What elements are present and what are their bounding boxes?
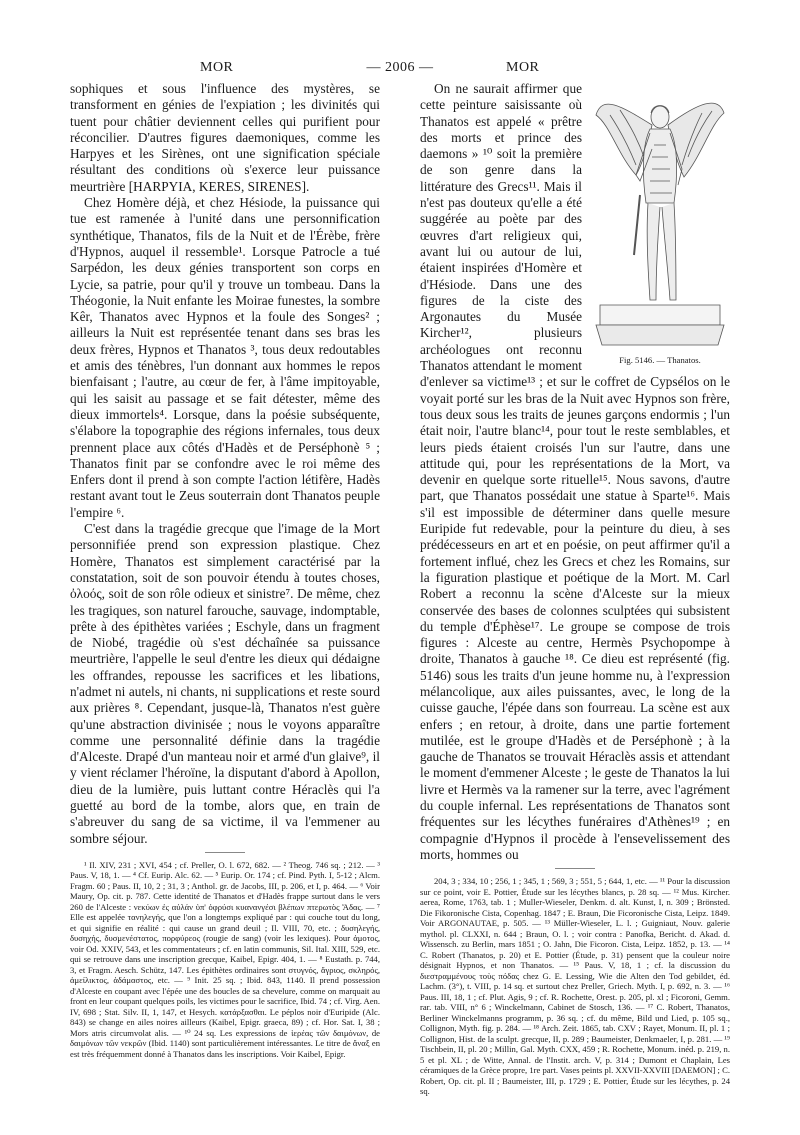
figure-caption: Fig. 5146. — Thanatos.: [619, 355, 701, 365]
footnotes-right: [420, 876, 730, 1097]
figure-thanatos: [590, 85, 730, 368]
thanatos-illustration: [590, 85, 730, 350]
footnotes-left: [70, 860, 380, 1060]
paragraph: Chez Homère déjà, et chez Hésiode, la puissance qui tue est ramenée à l'unité dans une personnification synthétique, Thanatos, fils de la Nuit et de l'Érèbe, frère d'Hypnos, auquel il ressemble¹. Lorsque Patrocle a tué Sarpédon, les deux génies transportent son corps en Lycie, sa patrie, pour qu'il y trouve un tombeau. Dans la Théogonie, la Nuit enfante les Moirae funestes, la sombre Kêr, Thanatos avec Hypnos et la foule des Songes² ; ailleurs la Nuit est représentée tenant dans ses bras les deux frères, Hypnos et Thanatos ³, tous deux redoutables et amis des ténèbres, l'un donnant aux hommes le repos bienfaisant ; l'autre, au cœur de fer, à l'âme impitoyable, qui les saisit au passage et se fait détester, même des dieux immortels⁴. Lorsque, dans la poésie subséquente, s'élabore la topographie des régions infernales, tous deux prennent place aux côtés d'Hadès et de Perséphonè ⁵ ; Thanatos finit par se confondre avec le roi même des Enfers dont il prend à son compte l'action létifère, Hadès restant avant tout le Zeus souterrain dont Thanatos peuple l'empire ⁶.: [70, 195, 380, 520]
page-number: — 2006 —: [366, 60, 434, 75]
divider: [555, 868, 595, 869]
left-column: [70, 81, 380, 1059]
footnote-text: 204, 3 ; 334, 10 ; 256, 1 ; 345, 1 ; 569, 3 ; 551, 5 ; 644, 1, etc. — ¹¹ Pour la discussion sur ce point, voir E. Pottier, Étude sur les lécythes blancs, p. 28 sq. — ¹² Mus. Kircher. aerea, Rome, 1763, tab. 1 ; Muller-Wieseler, Denkm. d. alt. Kunst, I, n. 309 ; Brönsted. Die Fikoronische Cista, Copenhag. 1847 ; E. Braun, Die Ficoronische Cista, Leipz. 1849. Voir ARGONAUTAE, p. 505. — ¹³ Müller-Wieseler, L. l. ; Guigniaut, Nouv. galerie mythol. pl. CLXXI, n. 644 ; Braun, O. l. ; voir contra : Panofka, Bericht. d. Akad. d. Wissensch. zu Berlin, mars 1851 ; O. Jahn, Die Ficoron. Cista, Leipz. 1852, p. 13. — ¹⁴ C. Robert (Thanatos, p. 20) et E. Pottier (Étude, p. 31) pensent que la couleur noire désignait Hypnos, et non Thanatos. — ¹⁵ Paus. V, 18, 1 ; cf. la discussion du διεστραμμένους τοὺς πόδας chez G. E. Lessing, Wie die Alten den Tod gebildet, éd. Lachm. (3°), t. VIII, p. 14 sq. et surtout chez Preller, Griech. Myth. I, p. 692, n. 3. — ¹⁶ Paus. III, 18, 1 ; cf. Plut. Agis, 9 ; cf. R. Rochette, Orest. p. 205, pl. xl ; Ficoroni, Gemm. rar. tab. VIII, n° 6 ; Winckelmann, Cabinet de Stosch, 136. — ¹⁷ C. Robert, Thanatos, Berliner Winckelmanns programm, p. 36 sq. ; cf. du même, Bild und Lied, p. 105 sq., Collignon, Myth. fig. p. 284. — ¹⁸ Arch. Zeit. 1865, tab. CXV ; Rayet, Monum. II, pl. 1 ; Collignon, Hist. de la sculpt. grecque, II, p. 289 ; Baumeister, Denkmaeler, I, p. 281. — ¹⁹ Tischbein, II, pl. 20 ; Millin, Gal. Myth. CXX, 459 ; R. Rochette, Monum. inéd. p. 219, n. 5 et pl. XL ; de Witte, Annal. de l'Instit. arch. V, p. 314 ; Dumont et Chaplain, Les céramiques de la Grèce propre, 1re part. Vases peints pl. XXVII-XXVIII [DAEMON] ; C. Robert, Op. cit. pl. II ; Baumeister, III, p. 1729 ; E. Pottier, Étude sur les lécythes, p. 24 sq.: [420, 876, 730, 1097]
header-left: MOR: [200, 60, 234, 75]
paragraph: On ne saurait affirmer que cette peinture saisissante où Thanatos est appelé « prêtre des morts et prince des daemons » ¹⁰ soit la première de son genre dans la littérature des Grecs¹¹. Mais il n'est pas douteux qu'elle a été suggérée au poète par des œuvres d'art religieux qui, avant lui ou autour de lui, étaient inspirées d'Homère et d'Hésiode. Dans une des figures de la ciste des Argonautes du Musée Kircher¹², plusieurs archéologues ont reconnu Thanatos attendant le moment d'enlever sa victime¹³ ; et sur le coffret de Cypsélos on le voyait porté sur les bras de la Nuit avec Hypnos son frère, tous deux sous les traits de jeunes garçons endormis ; l'un était noir, l'autre blanc¹⁴, pour tout le reste semblables, et leurs pieds étaient croisés l'un sur l'autre, dans une attitude qui, pour les représentations de la Mort, va devenir en quelque sorte rituelle¹⁵. Nous savons, d'autre part, que Thanatos possédait une statue à Sparte¹⁶. Mais s'il est impossible de déterminer dans quelle mesure Euripide fut redevable, pour la peinture du dieu, à ses prédécesseurs en art et en poésie, on peut affirmer qu'il a fortement influé, chez les Grecs et chez les Romains, sur la figuration plastique et poétique de la Mort. M. Carl Robert a reconnu la scène d'Alceste sur la mieux conservée des bases de colonnes sculptées qui subsistent du temple d'Éphèse¹⁷. Le groupe se compose de trois figures : Alceste au centre, Hermès Psychopompe à droite, Thanatos à gauche ¹⁸. Ce dieu est représenté (fig. 5146) sous les traits d'un jeune homme nu, à l'expression mélancolique, aux ailes puissantes, avec, le long de la cuisse gauche, l'épée dans son fourreau. La scène est aux enfers ; en retour, à droite, dans une partie fortement mutilée, est le groupe d'Hadès et de Perséphonè ; à la gauche de Thanatos se trouvait Héraclès assis et attendant le moment d'emmener Alceste ; le geste de Thanatos la lui livre et Hermès va la ramener sur la terre, avec l'agrément du couple infernal. Les représentations de Thanatos sont fréquentes sur les lécythes funéraires d'Athènes¹⁹ ; en compagnie d'Hypnos il procède à l'ensevelissement des morts, hommes ou: [420, 81, 730, 862]
right-column: [420, 81, 730, 1097]
paragraph: C'est dans la tragédie grecque que l'image de la Mort personnifiée prend son expression plastique. Chez Homère, Thanatos est simplement caractérisé par la constatation, soit de son pouvoir étendu à toutes choses, ὀλοός, soit de son rôle odieux et sinistre⁷. De même, chez les tragiques, son naturel farouche, sauvage, indomptable, prête à des épithètes variées ; Eschyle, dans un fragment de Niobé, tragédie où s'est déchaînée sa puissance meurtrière, l'appelle le seul d'entre les dieux qui dédaigne les offrandes, repousse les sacrifices et les libations, n'admet ni autels, ni chants, ni supplications et reste sourd aux prières ⁸. Cependant, jusque-là, Thanatos n'est guère qu'une abstraction divinisée ; nous le voyons apparaître comme une personnalité définie dans la tragédie d'Alceste. Drapé d'un manteau noir et armé d'un glaive⁹, il y vient réclamer l'héroïne, la disputant d'abord à Apollon, dieu de la lumière, puis luttant contre Héraclès qui l'a guetté au bord de la tombe, alors que, en train de s'abreuver du sang de sa victime, il va l'emmener au sombre séjour.: [70, 521, 380, 846]
divider: [205, 852, 245, 853]
header-right: MOR: [506, 60, 540, 75]
paragraph: sophiques et sous l'influence des mystères, se transforment en génies de l'expiation ; les divinités qui tuent pour châtier deviennent celles qui purifient pour réconcilier. D'autres figures daemoniques, comme les Harpyes et les Sirènes, ont une signification spéciale résultant des conditions où s'exerce leur puissance meurtrière [HARPYIA, KERES, SIRENES].: [70, 81, 380, 194]
footnote-text: ¹ Il. XIV, 231 ; XVI, 454 ; cf. Preller, O. l. 672, 682. — ² Theog. 746 sq. ; 212. — ³ Paus. V, 18, 1. — ⁴ Cf. Eurip. Alc. 62. — ⁵ Eurip. Or. 174 ; cf. Pind. Pyth. I, 5-12 ; Alcm. Fragm. 60 ; Paus. II, 10, 2 ; 31, 3 ; Anthol. gr. de Jacobs, III, p. 206, et I, p. 464. — ⁶ Voir Maury, Op. cit. p. 787. Cette identité de Thanatos et d'Hadès frappe surtout dans le vers 260 de l'Alceste : νεκύων ἐς αὐλάν ὑπ' ὀφρύσι κυανανγέσι βλέπων πτερωτὸς Ἅδας. — ⁷ Elle est appelée τανηλεγής, que l'on a longtemps expliqué par : qui couche tout du long, et qui signifie en réalité : qui cause un grand deuil ; Il. VIII, 70, etc. ; δυσηλεγής, δυσηχής, δυσμενέστατος, πορφύρεος (rougie de sang) (voir les lexiques). Pour ἀμοτος, voir Od. XXIV, 543, et les commentateurs ; cf. en latin communis, Sil. Ital. XIII, 529, etc. qui se retrouve dans une inscription grecque, Kaibel, Epigr. 404, 1. — ⁸ Eustath. p. 744, 3, et Fragm. Aesch. Schütz, 147. Les épithètes ordinaires sont στυγνός, ἄγριος, σκληρός, ἀμείλικτος, ἀδάμαστος, etc. — ⁹ Init. 25 sq. ; Ibid. 843, 1140. Il prend possession d'Alceste en coupant avec l'épée une des boucles de sa chevelure, comme on marquait au front en leur coupant quelques poils, les victimes pour le sacrifice, Ibid. 74 ; cf. Virg. Aen. IV, 698 ; Stat. Silv. II, 1, 147, et Hesych. κατάρξασθαι. Le péplos noir d'Euripide (Alc. 843) se change en ailes noires ailleurs (Kaibel, Epigr. graeca, 89) ; cf. Hor. Sat. I, 38 ; Mors atris circumvolat alis. — ¹⁰ 24 sq. Les expressions de ἱερέας τῶν δαιμόνων, de δαιμόνων τῶν νεκρῶν (Ibid. 1140) sont particulièrement intéressantes. Le titre de ἄναξ en est très fréquemment donné à Thanatos dans les inscriptions. Voir Kaibel, Epigr.: [70, 859, 380, 1059]
